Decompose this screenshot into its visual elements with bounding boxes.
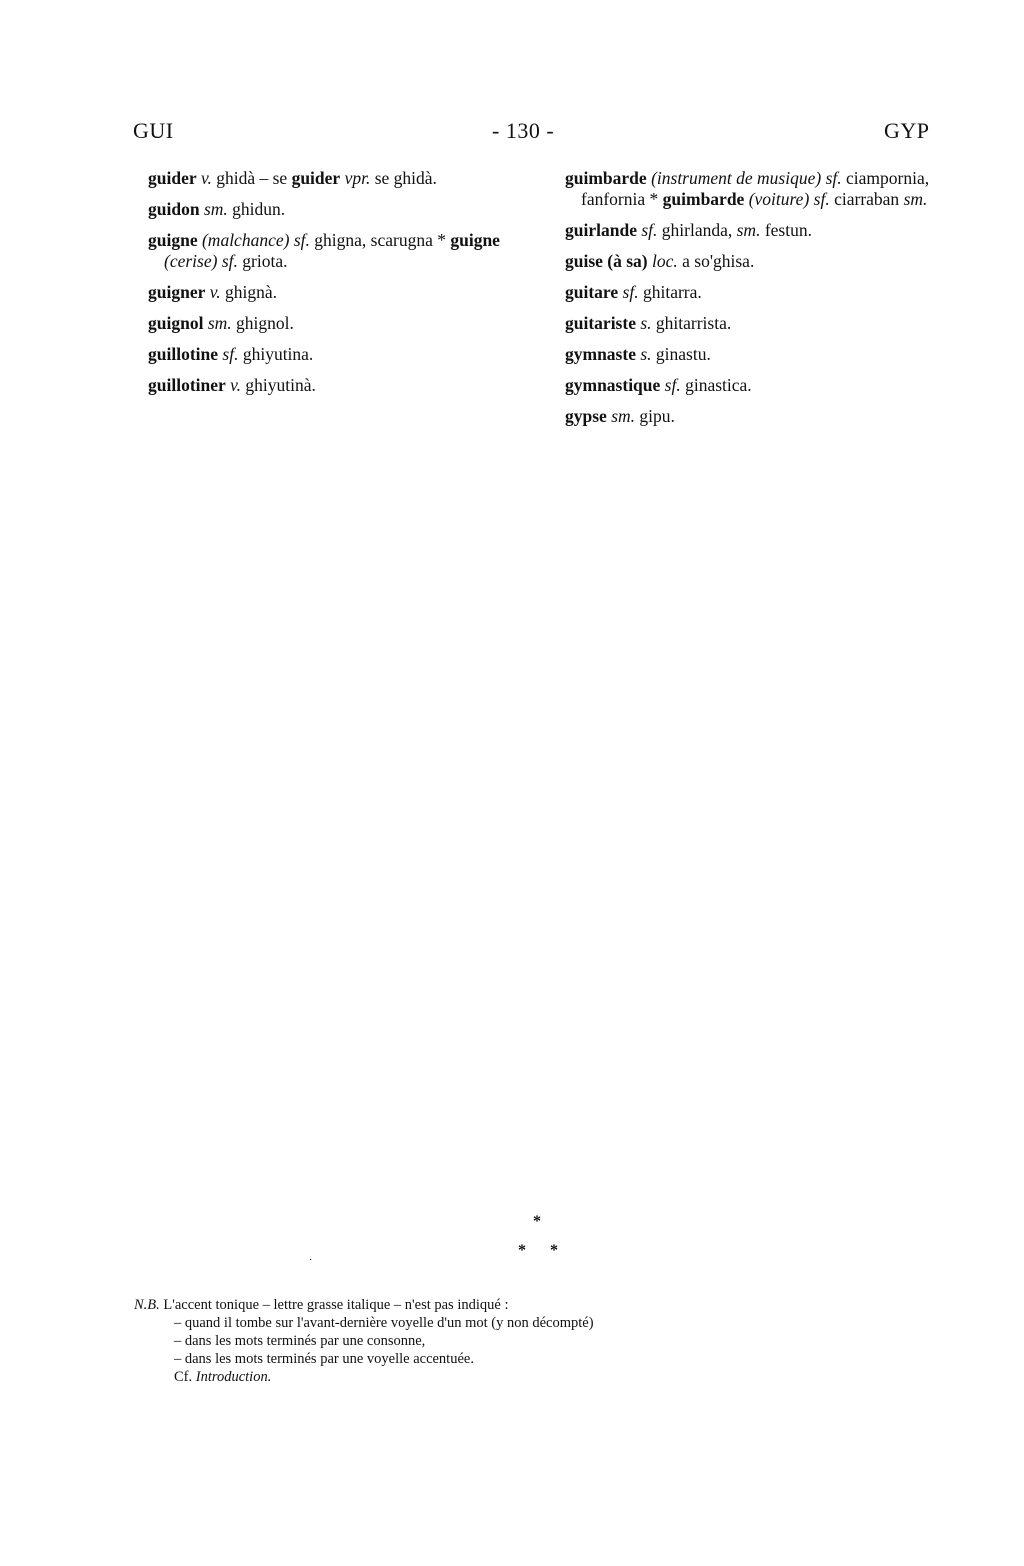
translation: ghignol. <box>236 313 294 333</box>
translation: ginastu. <box>655 344 711 364</box>
translation: ghigna, scarugna <box>314 230 433 250</box>
headword: guimbarde <box>565 168 647 188</box>
grammar-tag: v. <box>201 168 212 188</box>
headword: guitariste <box>565 313 636 333</box>
separator: – se <box>255 168 292 188</box>
grammar-tag: sm. <box>736 220 761 240</box>
entry-gymnaste <box>565 344 945 365</box>
translation: ghiyutinà. <box>245 375 316 395</box>
left-column <box>148 168 528 406</box>
gloss: (voiture) <box>748 189 810 209</box>
translation: ginastica. <box>685 375 752 395</box>
grammar-tag: sm. <box>611 406 636 426</box>
grammar-tag: sf. <box>293 230 310 250</box>
asterism-star: * <box>518 1242 526 1259</box>
headword: guise (à sa) <box>565 251 648 271</box>
translation: griota. <box>242 251 288 271</box>
grammar-tag: sf. <box>221 251 238 271</box>
headword: guimbarde <box>662 189 745 209</box>
note-item: – dans les mots terminés par une consonne, <box>174 1333 426 1349</box>
grammar-tag: sf. <box>664 375 681 395</box>
translation: ghidà <box>216 168 256 188</box>
entry-guitare <box>565 282 945 303</box>
entry-gymnastique <box>565 375 945 396</box>
grammar-tag: v. <box>209 282 221 302</box>
translation: ghidun. <box>232 199 286 219</box>
sense-separator: * <box>645 189 663 209</box>
note-item: – quand il tombe sur l'avant-dernière voyelle d'un mot (y non décompté) <box>174 1315 594 1331</box>
headword: guillotiner <box>148 375 226 395</box>
translation: festun. <box>764 220 812 240</box>
gloss: (malchance) <box>201 230 290 250</box>
entry-guirlande <box>565 220 945 241</box>
gloss: (cerise) <box>164 251 218 271</box>
asterism-star: * <box>550 1242 558 1259</box>
headword: gymnaste <box>565 344 636 364</box>
translation: se ghidà. <box>374 168 437 188</box>
entry-guigner <box>148 282 528 303</box>
asterism-star: * <box>533 1213 541 1230</box>
grammar-tag: s. <box>640 344 652 364</box>
note-text: L'accent tonique – lettre grasse italique – n'est pas indiqué : <box>163 1297 509 1313</box>
grammar-tag: v. <box>230 375 241 395</box>
headword: guirlande <box>565 220 637 240</box>
grammar-tag: sf. <box>813 189 830 209</box>
headword: guigner <box>148 282 206 302</box>
note-reference <box>134 1368 754 1386</box>
grammar-tag: sm. <box>207 313 232 333</box>
translation: ghirlanda, <box>661 220 733 240</box>
running-head-left: GUI <box>133 118 174 143</box>
entry-gypse <box>565 406 945 427</box>
translation: ciampornia, fanfornia <box>581 168 930 209</box>
sense-separator: * <box>432 230 451 250</box>
note-item: – dans les mots terminés par une voyelle accentuée. <box>174 1351 474 1367</box>
translation: ghiyutina. <box>242 344 314 364</box>
running-head-right: GYP <box>884 118 930 143</box>
entry-guidon <box>148 199 528 220</box>
grammar-tag: vpr. <box>344 168 371 188</box>
headword: guider <box>291 168 341 188</box>
translation: ghitarrista. <box>655 313 732 333</box>
translation: ghitarra. <box>642 282 702 302</box>
grammar-tag: sf. <box>222 344 239 364</box>
headword: guidon <box>148 199 200 219</box>
cf-prefix: Cf. <box>174 1369 193 1385</box>
entry-guignol <box>148 313 528 334</box>
footnote <box>134 1296 754 1386</box>
grammar-tag: sf. <box>641 220 658 240</box>
grammar-tag: sm. <box>203 199 228 219</box>
grammar-tag: sf. <box>825 168 842 188</box>
cf-reference: Introduction. <box>195 1369 272 1385</box>
entry-guider <box>148 168 528 189</box>
note-label: N.B. <box>134 1297 160 1313</box>
translation: a so'ghisa. <box>682 251 755 271</box>
grammar-tag: sm. <box>903 189 928 209</box>
page-number: - 130 - <box>492 118 555 143</box>
grammar-tag: sf. <box>622 282 639 302</box>
gloss: (instrument de musique) <box>651 168 822 188</box>
headword: guitare <box>565 282 619 302</box>
right-column <box>565 168 945 437</box>
entry-guitariste <box>565 313 945 334</box>
headword: guider <box>148 168 197 188</box>
grammar-tag: s. <box>640 313 652 333</box>
headword: gymnastique <box>565 375 661 395</box>
entry-guillotine <box>148 344 528 365</box>
headword: gypse <box>565 406 607 426</box>
headword: guillotine <box>148 344 219 364</box>
headword: guignol <box>148 313 204 333</box>
translation: ghignà. <box>224 282 277 302</box>
translation: ciarraban <box>834 189 900 209</box>
headword: guigne <box>148 230 198 250</box>
print-speck: · <box>309 1255 313 1266</box>
headword: guigne <box>450 230 500 250</box>
entry-guillotiner <box>148 375 528 396</box>
entry-guimbarde <box>565 168 945 210</box>
translation: gipu. <box>639 406 675 426</box>
entry-guise <box>565 251 945 272</box>
entry-guigne <box>148 230 528 272</box>
note-intro <box>134 1296 754 1314</box>
grammar-tag: loc. <box>652 251 678 271</box>
